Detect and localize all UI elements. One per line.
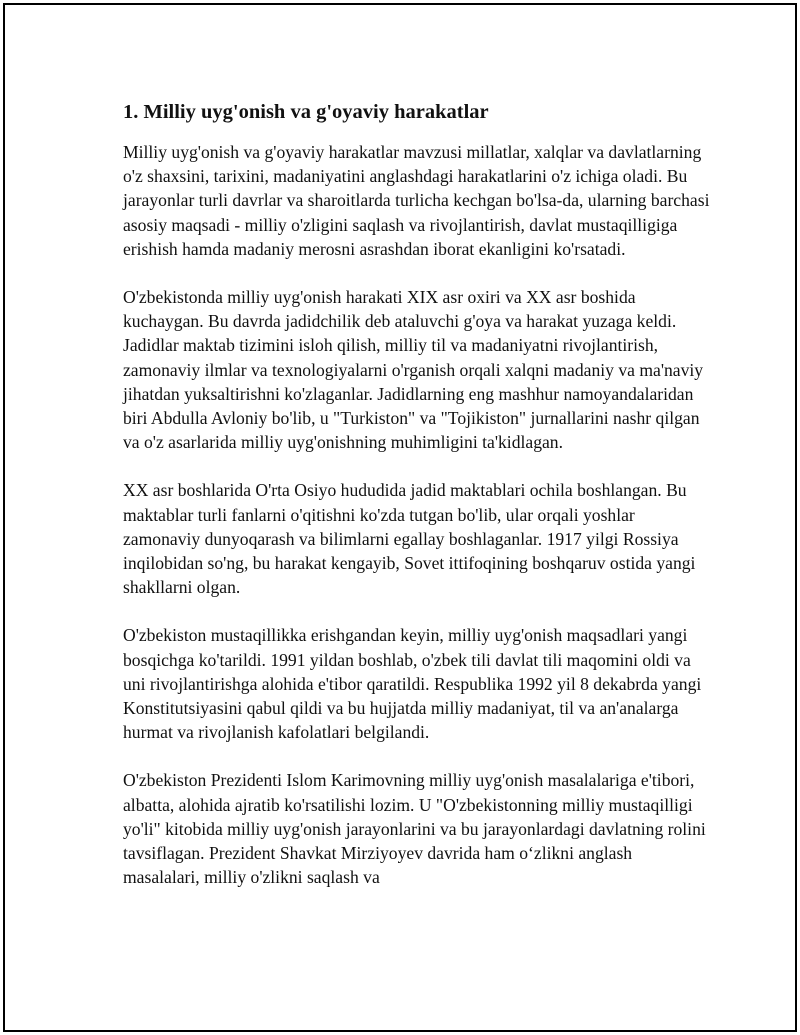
paragraph-1: Milliy uyg'onish va g'oyaviy harakatlar mavzusi millatlar, xalqlar va davlatlarning o'z shaxsini, tarixini, madaniyatini anglashdagi harakatlarini o'z ichiga oladi. Bu jarayonlar turli davrlar va sharoitlarda turlicha kechgan bo'lsa-da, ularning barchasi asosiy maqsadi - milliy o'zligini saqlash va rivojlantirish, davlat mustaqilligiga erishish hamda madaniy merosni asrashdan iborat ekanligini ko'rsatadi. (123, 142, 710, 259)
document-body (123, 98, 713, 913)
paragraph-2: O'zbekistonda milliy uyg'onish harakati XIX asr oxiri va XX asr boshida kuchaygan. Bu davrda jadidchilik deb ataluvchi g'oya va harakat yuzaga keldi. Jadidlar maktab tizimini isloh qilish, milliy til va madaniyatni rivojlantirish, zamonaviy ilmlar va texnologiyalarni o'rganish orqali xalqni madaniy va ma'naviy jihatdan yuksaltirishni ko'zlaganlar. Jadidlarning eng mashhur namoyandalaridan biri Abdulla Avloniy bo'lib, u "Turkiston" va "Tojikiston" jurnallarini nashr qilgan va o'z asarlarida milliy uyg'onishning muhimligini ta'kidlagan. (123, 287, 704, 453)
paragraph-3: XX asr boshlarida O'rta Osiyo hududida jadid maktablari ochila boshlangan. Bu maktablar turli fanlarni o'qitishni ko'zda tutgan bo'lib, ular orqali yoshlar zamonaviy dunyoqarash va bilimlarni egallay boshlaganlar. 1917 yilgi Rossiya inqilobidan so'ng, bu harakat kengayib, Sovet ittifoqining boshqaruv ostida yangi shakllarni olgan. (123, 480, 696, 598)
page-frame (3, 3, 797, 1032)
paragraph-4: O'zbekiston mustaqillikka erishgandan keyin, milliy uyg'onish maqsadlari yangi bosqichga ko'tarildi. 1991 yildan boshlab, o'zbek tili davlat tili maqomini oldi va uni rivojlantirishga alohida e'tibor qaratildi. Respublika 1992 yil 8 dekabrda yangi Konstitutsiyasini qabul qildi va bu hujjatda milliy madaniyat, til va an'analarga hurmat va rivojlanish kafolatlari belgilandi. (123, 625, 702, 743)
paragraph-5: O'zbekiston Prezidenti Islom Karimovning milliy uyg'onish masalalariga e'tibori, albatta, alohida ajratib ko'rsatilishi lozim. U "O'zbekistonning milliy mustaqilligi yo'li" kitobida milliy uyg'onish jarayonlarini va bu jarayonlardagi davlatning rolini tavsiflagan. Prezident Shavkat Mirziyoyev davrida ham o‘zlikni anglash masalalari, milliy o'zlikni saqlash va (123, 770, 706, 888)
section-title: 1. Milliy uyg'onish va g'oyaviy harakatlar (123, 101, 489, 123)
